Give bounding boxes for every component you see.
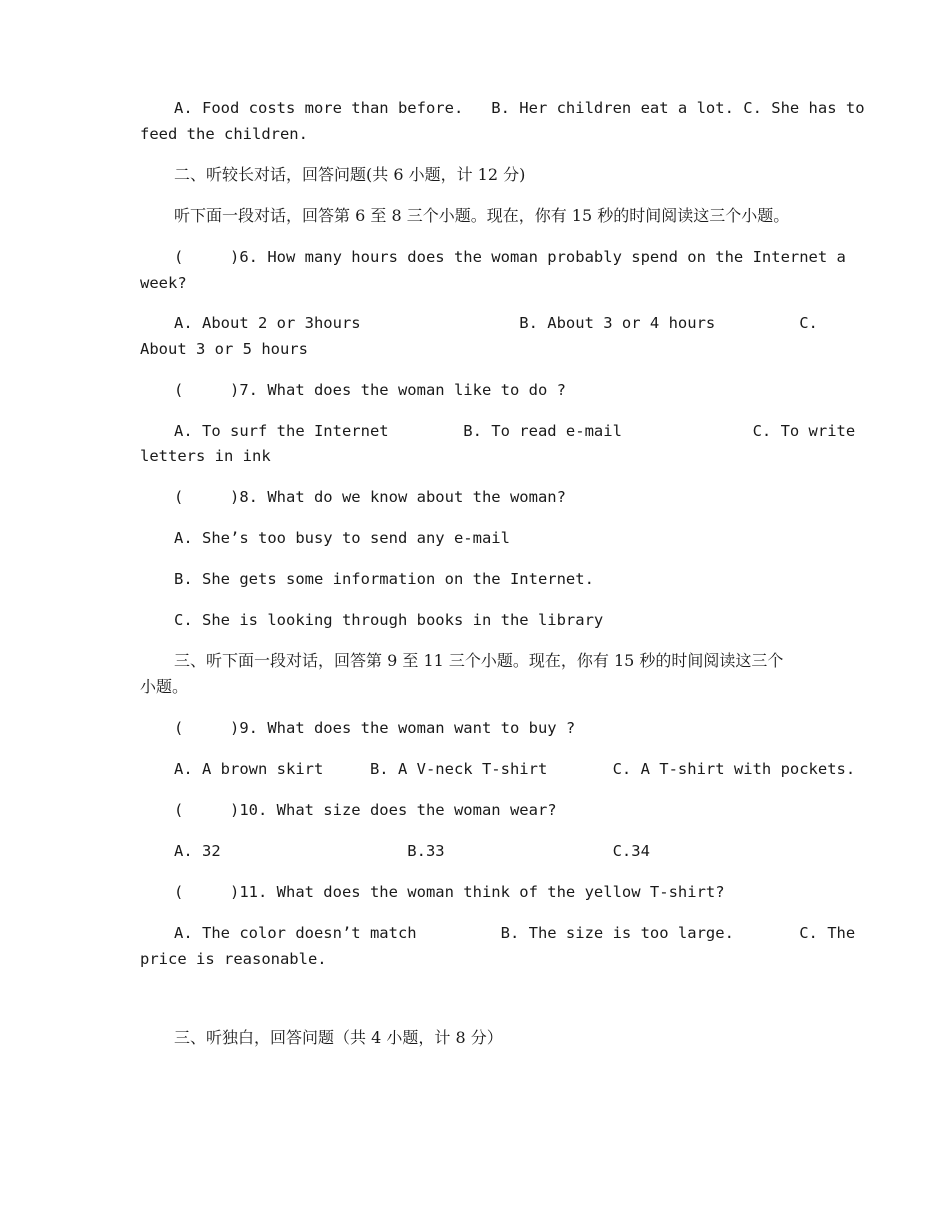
q5-options-line-1: A. Food costs more than before. B. Her children eat a lot. C. She has to xyxy=(174,99,865,117)
question-7-options-line-1: A. To surf the Internet B. To read e-mail C. To write xyxy=(174,422,856,440)
question-7: ( )7. What does the woman like to do ? xyxy=(174,381,566,399)
section-2-heading: 二、听较长对话，回答问题(共 6 小题，计 12 分) xyxy=(174,165,526,184)
question-6-line-2: week? xyxy=(140,274,187,292)
q5-options-line-2: feed the children. xyxy=(140,125,308,143)
question-11-options-line-2: price is reasonable. xyxy=(140,950,327,968)
question-11: ( )11. What does the woman think of the yellow T-shirt? xyxy=(174,883,725,901)
question-8-option-a: A. She’s too busy to send any e-mail xyxy=(174,529,510,547)
question-8-option-b: B. She gets some information on the Internet. xyxy=(174,570,594,588)
question-6-line-1: ( )6. How many hours does the woman probably spend on the Internet a xyxy=(174,248,846,266)
question-7-options-line-2: letters in ink xyxy=(140,447,271,465)
dialogue-2-instruction-line-2: 小题。 xyxy=(140,677,189,696)
question-11-options-line-1: A. The color doesn’t match B. The size is too large. C. The xyxy=(174,924,856,942)
question-9: ( )9. What does the woman want to buy ? xyxy=(174,719,576,737)
question-9-options: A. A brown skirt B. A V-neck T-shirt C. A T-shirt with pockets. xyxy=(174,760,856,778)
dialogue-2-instruction-line-1: 三、听下面一段对话，回答第 9 至 11 三个小题。现在，你有 15 秒的时间阅读这三个 xyxy=(174,651,784,670)
question-8-option-c: C. She is looking through books in the library xyxy=(174,611,604,629)
question-10-options: A. 32 B.33 C.34 xyxy=(174,842,650,860)
section-3-heading: 三、听独白，回答问题（共 4 小题，计 8 分） xyxy=(174,1028,503,1047)
question-10: ( )10. What size does the woman wear? xyxy=(174,801,557,819)
question-8: ( )8. What do we know about the woman? xyxy=(174,488,566,506)
dialogue-1-instruction: 听下面一段对话，回答第 6 至 8 三个小题。现在，你有 15 秒的时间阅读这三个小题。 xyxy=(174,206,790,225)
question-6-options-line-1: A. About 2 or 3hours B. About 3 or 4 hours C. xyxy=(174,314,818,332)
question-6-options-line-2: About 3 or 5 hours xyxy=(140,340,308,358)
